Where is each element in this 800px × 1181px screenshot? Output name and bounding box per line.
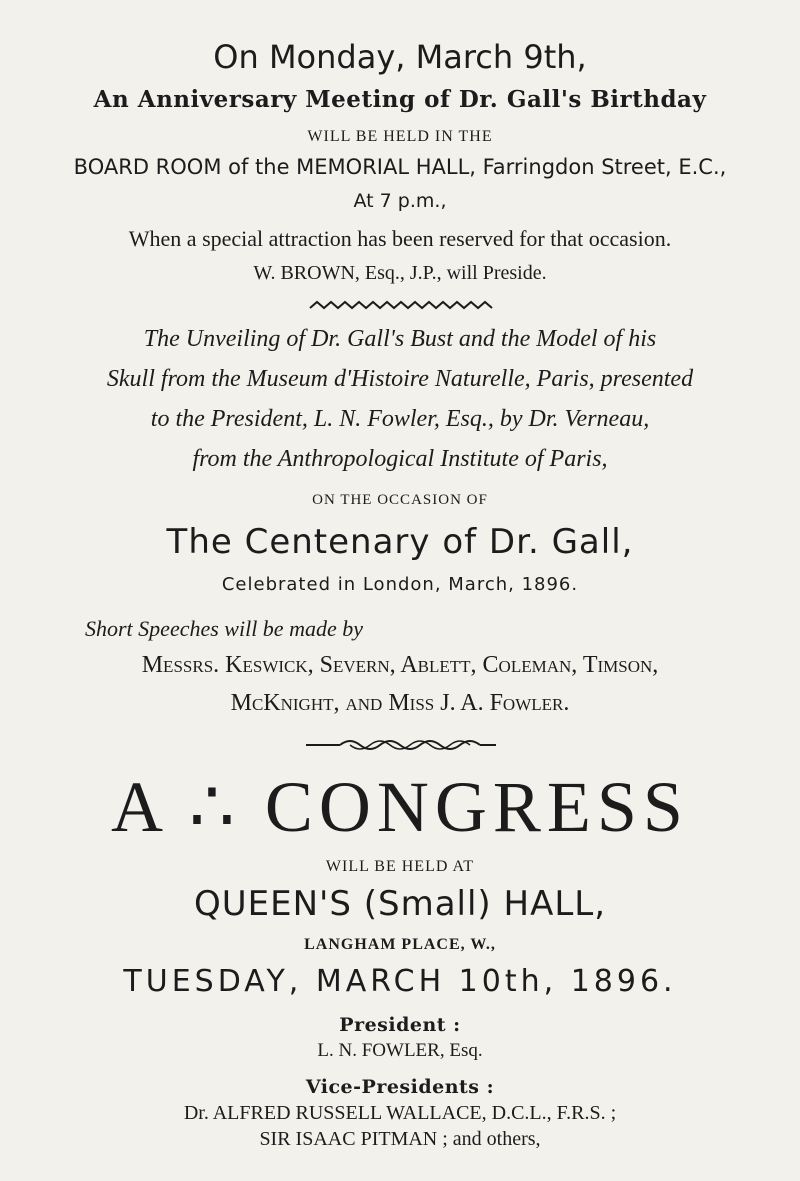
centenary-heading: The Centenary of Dr. Gall, — [166, 522, 634, 562]
unveiling-line-2: Skull from the Museum d'Histoire Naturelle, Paris, presented — [106, 366, 694, 392]
congress-heading: A ∴ CONGRESS — [111, 767, 689, 847]
held-in-line: WILL BE HELD IN THE — [307, 128, 493, 145]
speakers-line-1: Messrs. Keswick, Severn, Ablett, Coleman, Timson, — [141, 652, 659, 678]
president-label: President : — [339, 1014, 461, 1036]
vice-president-2: SIR ISAAC PITMAN ; and others, — [259, 1128, 541, 1150]
president-name: L. N. FOWLER, Esq. — [317, 1040, 483, 1061]
preside-line: W. BROWN, Esq., J.P., will Preside. — [253, 262, 547, 284]
occasion-line: ON THE OCCASION OF — [312, 492, 488, 508]
congress-venue: QUEEN'S (Small) HALL, — [193, 884, 607, 924]
meeting-title: An Anniversary Meeting of Dr. Gall's Birthday — [93, 86, 707, 113]
ornamental-divider — [0, 736, 800, 754]
unveiling-line-1: The Unveiling of Dr. Gall's Bust and the Model of his — [143, 326, 657, 352]
attraction-line: When a special attraction has been reserved for that occasion. — [128, 226, 672, 251]
unveiling-line-3: to the President, L. N. Fowler, Esq., by Dr. Verneau, — [150, 406, 650, 432]
congress-place: LANGHAM PLACE, W., — [304, 936, 496, 953]
unveiling-line-4: from the Anthropological Institute of Paris, — [192, 446, 608, 472]
vice-presidents-label: Vice-Presidents : — [305, 1076, 495, 1098]
speeches-heading: Short Speeches will be made by — [85, 616, 363, 641]
congress-date: TUESDAY, MARCH 10th, 1896. — [123, 964, 677, 999]
time-line: At 7 p.m., — [353, 190, 447, 212]
vice-president-1: Dr. ALFRED RUSSELL WALLACE, D.C.L., F.R.S. ; — [183, 1102, 617, 1124]
venue-line: BOARD ROOM of the MEMORIAL HALL, Farringdon Street, E.C., — [73, 155, 727, 179]
congress-held-at: WILL BE HELD AT — [325, 858, 475, 875]
celebrated-line: Celebrated in London, March, 1896. — [221, 574, 579, 595]
speakers-line-2: McKnight, and Miss J. A. Fowler. — [230, 690, 570, 716]
wavy-divider — [0, 298, 800, 312]
date-line: On Monday, March 9th, — [213, 38, 587, 76]
